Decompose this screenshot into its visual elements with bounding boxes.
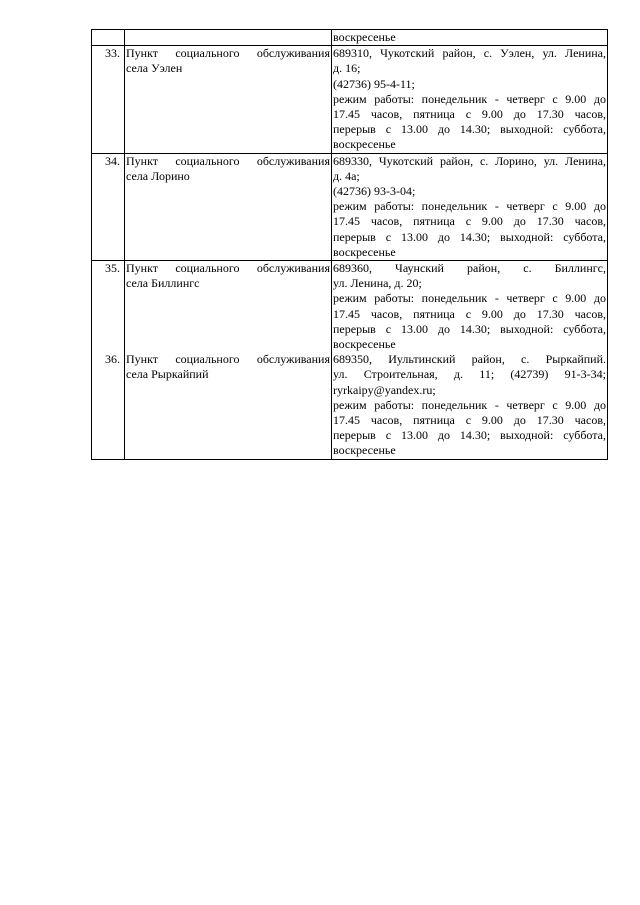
address-line: перерыв с 13.00 до 14.30; выходной: суббота, bbox=[333, 122, 606, 137]
address-line: 17.45 часов, пятница с 9.00 до 17.30 часов, bbox=[333, 107, 606, 122]
address-line: перерыв с 13.00 до 14.30; выходной: суббота, bbox=[333, 428, 606, 443]
address-line: (42736) 95-4-11; bbox=[333, 76, 415, 91]
cell-number: 35. bbox=[92, 261, 125, 353]
address-line: режим работы: понедельник - четверг с 9.00 до bbox=[333, 199, 606, 214]
address-line: 17.45 часов, пятница с 9.00 до 17.30 часов, bbox=[333, 214, 606, 229]
name-line: Пункт социального обслуживания bbox=[126, 153, 330, 168]
address-line: воскресенье bbox=[333, 137, 396, 152]
address-line: 17.45 часов, пятница с 9.00 до 17.30 часов, bbox=[333, 306, 606, 321]
cell-address bbox=[332, 153, 608, 260]
cell-name bbox=[125, 46, 332, 153]
name-line: Пункт социального обслуживания bbox=[126, 352, 330, 367]
address-line: 689360, Чаунский район, с. Биллингс, bbox=[333, 261, 606, 276]
table-row bbox=[92, 46, 608, 153]
cell-name bbox=[125, 30, 332, 46]
address-line: режим работы: понедельник - четверг с 9.00 до bbox=[333, 397, 606, 412]
address-line: режим работы: понедельник - четверг с 9.00 до bbox=[333, 91, 606, 106]
address-line: воскресенье bbox=[333, 443, 396, 458]
name-line: села Уэлен bbox=[126, 61, 183, 76]
institutions-table bbox=[91, 29, 608, 460]
address-line: воскресенье bbox=[333, 30, 396, 44]
cell-number bbox=[92, 30, 125, 46]
cell-number: 33. bbox=[92, 46, 125, 153]
cell-address bbox=[332, 46, 608, 153]
name-line: Пункт социального обслуживания bbox=[126, 46, 330, 61]
address-line: режим работы: понедельник - четверг с 9.00 до bbox=[333, 291, 606, 306]
table-row bbox=[92, 153, 608, 260]
address-line: 689310, Чукотский район, с. Уэлен, ул. Ленина, bbox=[333, 46, 606, 61]
name-line: села Рыркайпий bbox=[126, 367, 209, 382]
address-line: 689350, Иультинский район, с. Рыркайпий. bbox=[333, 352, 606, 367]
table-row bbox=[92, 352, 608, 459]
name-line: села Биллингс bbox=[126, 276, 200, 291]
name-line: Пункт социального обслуживания bbox=[126, 261, 330, 276]
address-line: ул. Строительная, д. 11; (42739) 91-3-34; bbox=[333, 367, 606, 382]
address-line: воскресенье bbox=[333, 244, 396, 259]
address-line: д. 4а; bbox=[333, 168, 360, 183]
table-row-continuation bbox=[92, 30, 608, 46]
table-row bbox=[92, 261, 608, 353]
cell-address bbox=[332, 261, 608, 353]
address-line: перерыв с 13.00 до 14.30; выходной: суббота, bbox=[333, 229, 606, 244]
address-line: ryrkaipy@yandex.ru; bbox=[333, 382, 436, 397]
cell-name bbox=[125, 261, 332, 353]
cell-name bbox=[125, 352, 332, 459]
address-line: воскресенье bbox=[333, 337, 396, 352]
address-line: (42736) 93-3-04; bbox=[333, 184, 416, 199]
cell-number: 36. bbox=[92, 352, 125, 459]
address-line: 17.45 часов, пятница с 9.00 до 17.30 часов, bbox=[333, 413, 606, 428]
name-line: села Лорино bbox=[126, 168, 190, 183]
cell-address bbox=[332, 352, 608, 459]
address-line: перерыв с 13.00 до 14.30; выходной: суббота, bbox=[333, 321, 606, 336]
institutions-table-body bbox=[92, 30, 608, 460]
address-line: 689330, Чукотский район, с. Лорино, ул. Ленина, bbox=[333, 153, 606, 168]
cell-number: 34. bbox=[92, 153, 125, 260]
cell-name bbox=[125, 153, 332, 260]
address-line: ул. Ленина, д. 20; bbox=[333, 276, 422, 291]
address-line: д. 16; bbox=[333, 61, 361, 76]
cell-address bbox=[332, 30, 608, 46]
